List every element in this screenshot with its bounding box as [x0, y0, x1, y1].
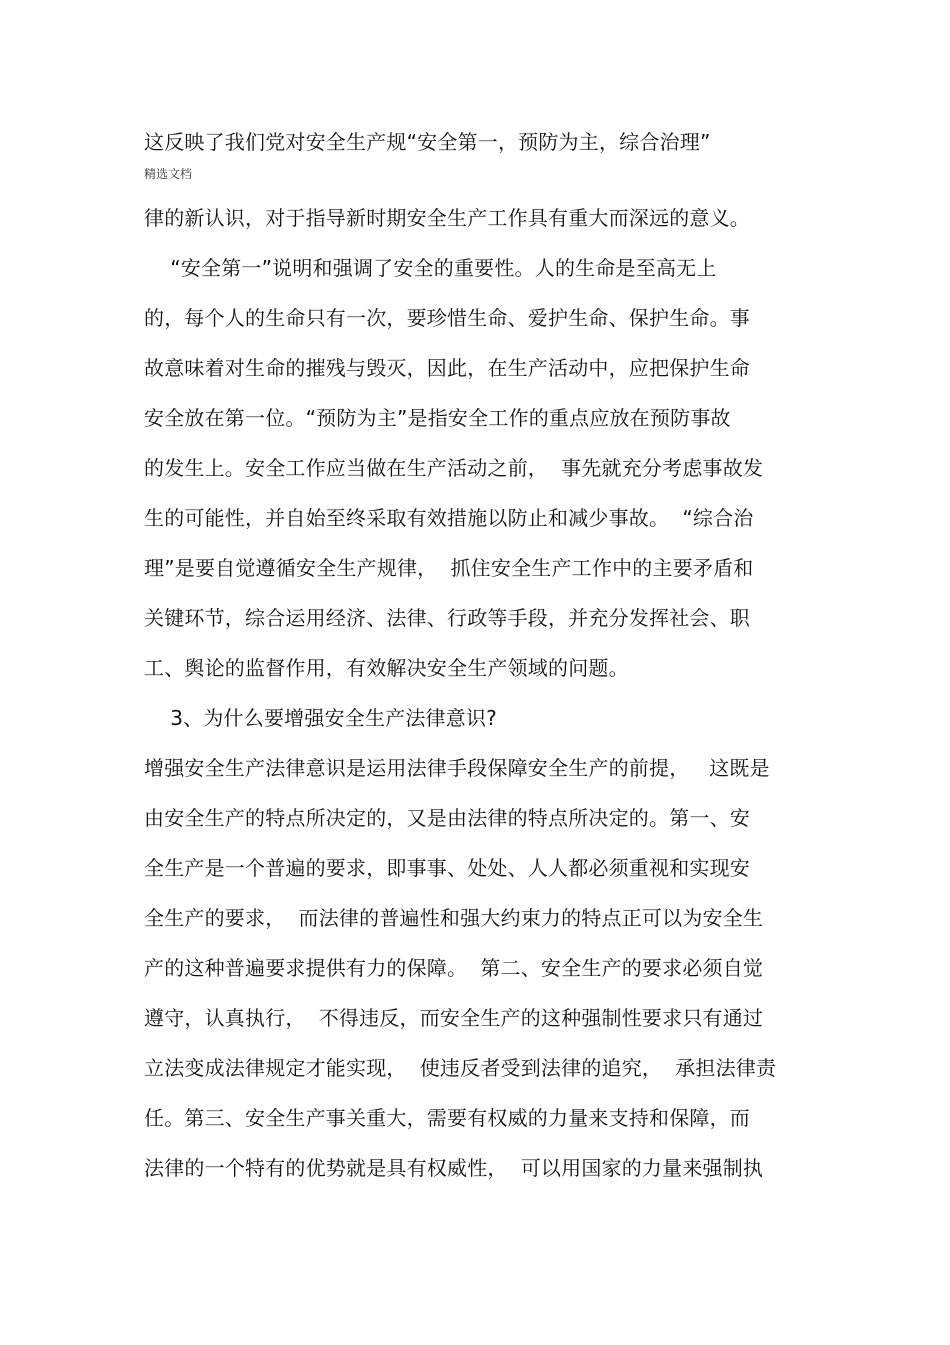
text-line: 律的新认识，对于指导新时期安全生产工作具有重大而深远的意义。: [144, 206, 750, 230]
text-line: 这反映了我们党对安全生产规“安全第一，预防为主，综合治理”: [144, 130, 711, 154]
text-line: 的发生上。安全工作应当做在生产活动之前， 事先就充分考虑事故发: [144, 456, 764, 480]
text-line: 的，每个人的生命只有一次，要珍惜生命、爱护生命、保护生命。事: [144, 306, 750, 330]
text-line: 遵守，认真执行， 不得违反，而安全生产的这种强制性要求只有通过: [144, 1006, 764, 1030]
section-heading: 3、为什么要增强安全生产法律意识?: [144, 706, 497, 730]
text-line: 增强安全生产法律意识是运用法律手段保障安全生产的前提， 这既是: [144, 756, 770, 780]
text-line: 安全放在第一位。“预防为主”是指安全工作的重点应放在预防事故: [144, 406, 731, 430]
text-line: 法律的一个特有的优势就是具有权威性， 可以用国家的力量来强制执: [144, 1156, 764, 1180]
text-line: 任。第三、安全生产事关重大，需要有权威的力量来支持和保障，而: [144, 1106, 750, 1130]
text-line: 全生产的要求， 而法律的普遍性和强大约束力的特点正可以为安全生: [144, 906, 764, 930]
text-line: 理”是要自觉遵循安全生产规律， 抓住安全生产工作中的主要矛盾和: [144, 556, 754, 580]
text-line: 全生产是一个普遍的要求，即事事、处处、人人都必须重视和实现安: [144, 856, 750, 880]
text-line: 工、舆论的监督作用，有效解决安全生产领域的问题。: [144, 656, 629, 680]
text-line: “安全第一”说明和强调了安全的重要性。人的生命是至高无上: [144, 256, 717, 280]
text-line: 由安全生产的特点所决定的，又是由法律的特点所决定的。第一、安: [144, 806, 750, 830]
text-line: 关键环节，综合运用经济、法律、行政等手段，并充分发挥社会、职: [144, 606, 750, 630]
text-line: 生的可能性，并自始至终采取有效措施以防止和减少事故。 “综合治: [144, 506, 754, 530]
text-line: 产的这种普遍要求提供有力的保障。 第二、安全生产的要求必须自觉: [144, 956, 764, 980]
watermark-label: 精选文档: [144, 167, 193, 181]
text-line: 故意味着对生命的摧残与毁灭，因此，在生产活动中，应把保护生命: [144, 356, 750, 380]
text-line: 立法变成法律规定才能实现， 使违反者受到法律的追究， 承担法律责: [144, 1056, 777, 1080]
